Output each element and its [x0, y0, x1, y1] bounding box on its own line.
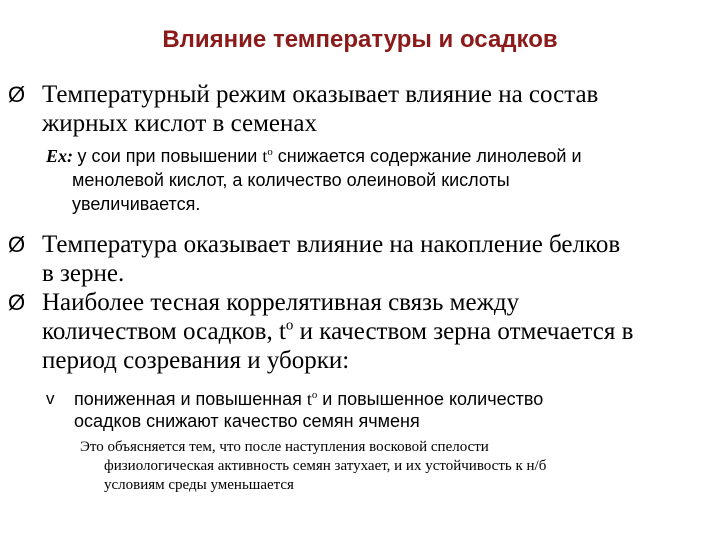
bullet-text-line: Температура оказывает влияние на накопление белков [42, 231, 621, 258]
bullet-text-line: в зерне. [42, 260, 125, 287]
bullet-text-line: период созревания и уборки: [42, 347, 350, 374]
sub-bullet-text-line: осадков снижают качество семян ячменя [74, 411, 420, 431]
bullet-protein-accumulation [8, 230, 718, 288]
example-soy [46, 144, 718, 216]
sub-bullet-barley [46, 388, 706, 432]
bullet-text-line: жирных кислот в семенах [42, 110, 317, 137]
example-text-line: менолевой кислот, а количество олеиновой кислоты [72, 170, 510, 190]
example-text: у сои при повышении [77, 146, 263, 166]
arrow-bullet-icon: Ø [8, 82, 26, 107]
note-text-line: Это объясняется тем, что после наступления восковой спелости [80, 439, 489, 455]
example-text: снижается содержание линолевой и [272, 146, 582, 166]
temperature-symbol: $t^o$ [262, 146, 273, 166]
diamond-bullet-icon: v [46, 389, 55, 408]
example-text-line: увеличивается. [72, 194, 201, 214]
temperature-symbol: $t^o$ [278, 317, 294, 345]
bullet-correlation [8, 288, 718, 375]
arrow-bullet-icon: Ø [8, 290, 26, 315]
bullet-text-line: количеством осадков, $t^o$ и качеством зерна отмечается в [42, 317, 634, 345]
note-text-line: условиям среды уменьшается [104, 477, 294, 493]
temperature-symbol: $t^o$ [306, 389, 318, 409]
arrow-bullet-icon: Ø [8, 232, 26, 257]
slide-title: Влияние температуры и осадков [162, 26, 558, 53]
bullet-text-line: Температурный режим оказывает влияние на состав [42, 81, 599, 108]
example-label: Ex: [46, 146, 73, 166]
note-text-line: физиологическая активность семян затухает, и их устойчивость к н/б [104, 458, 547, 474]
sub-bullet-text-line: пониженная и повышенная $t^o$ и повышенное количество [74, 389, 544, 409]
explanation-note [80, 438, 710, 495]
bullet-text-line: Наиболее тесная коррелятивная связь между [42, 289, 520, 316]
bullet-temperature-regime [8, 80, 718, 138]
